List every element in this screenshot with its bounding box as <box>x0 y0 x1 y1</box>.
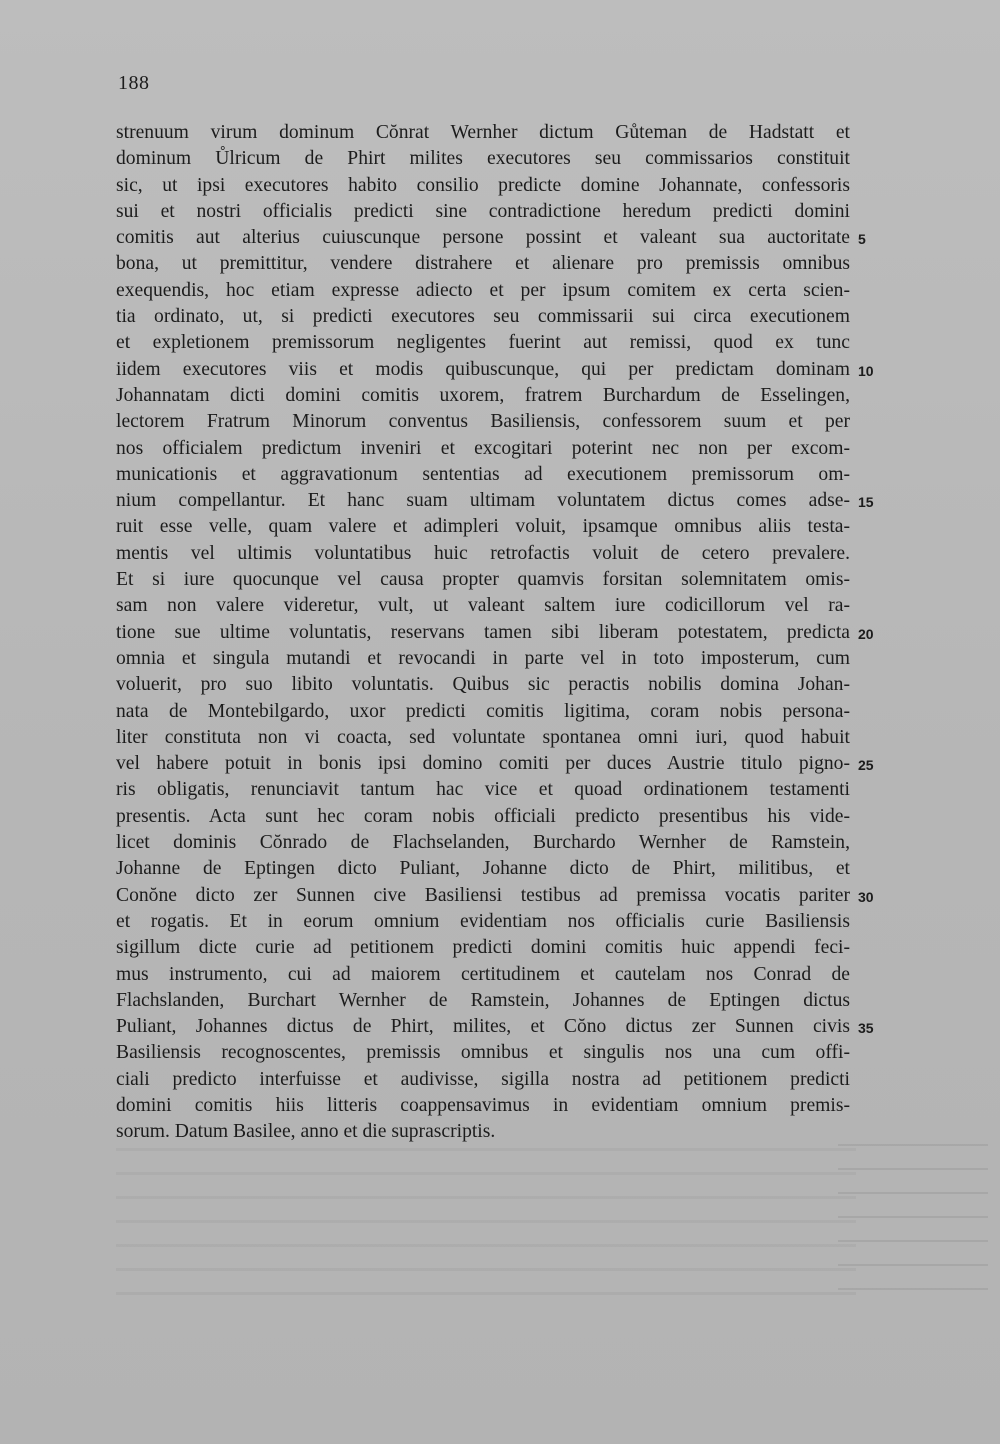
text-line: nos officialem predictum inveniri et excogitari poterint nec non per excom- <box>116 437 850 459</box>
text-line: nata de Montebilgardo, uxor predicti comitis ligitima, coram nobis persona- <box>116 700 850 722</box>
text-line: exequendis, hoc etiam expresse adiecto et per ipsum comitem ex certa scien- <box>116 279 850 301</box>
text-line: lectorem Fratrum Minorum conventus Basiliensis, confessorem suum et per <box>116 411 850 433</box>
text-line: mus instrumento, cui ad maiorem certitudinem et cautelam nos Conrad de <box>116 963 850 985</box>
text-line: tione sue ultime voluntatis, reservans tamen sibi liberam potestatem, predicta <box>116 621 850 643</box>
text-line: ruit esse velle, quam valere et adimpleri voluit, ipsamque omnibus aliis testa- <box>116 516 850 538</box>
page-number: 188 <box>118 72 150 94</box>
margin-line-number: 15 <box>858 494 874 511</box>
text-line: Et si iure quocunque vel causa propter quamvis forsitan solemnitatem omis- <box>116 569 850 591</box>
text-line: dominum Ůlricum de Phirt milites executores seu commissarios constituit <box>116 148 850 170</box>
text-line: Puliant, Johannes dictus de Phirt, milites, et Cŏno dictus zer Sunnen civis <box>116 1016 850 1038</box>
text-line: sigillum dicte curie ad petitionem predicti domini comitis huic appendi feci- <box>116 937 850 959</box>
margin-line-number: 20 <box>858 625 874 642</box>
text-line: voluerit, pro suo libito voluntatis. Quibus sic peractis nobilis domina Johan- <box>116 674 850 696</box>
text-line: domini comitis hiis litteris coappensavimus in evidentiam omnium premis- <box>116 1094 850 1116</box>
text-line: Flachslanden, Burchart Wernher de Ramstein, Johannes de Eptingen dictus <box>116 989 850 1011</box>
text-line: ciali predicto interfuisse et audivisse, sigilla nostra ad petitionem predicti <box>116 1068 850 1090</box>
text-line: sic, ut ipsi executores habito consilio predicte domine Johannate, confessoris <box>116 174 850 196</box>
text-line: Johannatam dicti domini comitis uxorem, fratrem Burchardum de Esselingen, <box>116 384 850 406</box>
text-line: omnia et singula mutandi et revocandi in parte vel in toto imposterum, cum <box>116 647 850 669</box>
text-line: sui et nostri officialis predicti sine contradictione heredum predicti domini <box>116 200 850 222</box>
show-through-text <box>116 1148 856 1298</box>
text-line: municationis et aggravationum sententias ad executionem premissorum om- <box>116 463 850 485</box>
show-through-margin <box>838 1144 988 1304</box>
text-line: licet dominis Cŏnrado de Flachselanden, Burchardo Wernher de Ramstein, <box>116 832 850 854</box>
text-line: Basiliensis recognoscentes, premissis omnibus et singulis nos una cum offi- <box>116 1042 850 1064</box>
text-line: strenuum virum dominum Cŏnrat Wernher dictum Gůteman de Hadstatt et <box>116 122 850 143</box>
margin-line-number: 5 <box>858 231 866 248</box>
text-line: Johanne de Eptingen dicto Puliant, Johanne dicto de Phirt, militibus, et <box>116 858 850 880</box>
text-line: bona, ut premittitur, vendere distrahere et alienare pro premissis omnibus <box>116 253 850 275</box>
text-line: mentis vel ultimis voluntatibus huic retrofactis voluit de cetero prevalere. <box>116 542 850 564</box>
text-line: nium compellantur. Et hanc suam ultimam voluntatem dictus comes adse- <box>116 490 850 512</box>
margin-line-number: 10 <box>858 362 874 379</box>
text-line: liter constituta non vi coacta, sed voluntate spontanea omni iuri, quod habuit <box>116 726 850 748</box>
margin-line-number: 25 <box>858 757 874 774</box>
text-line: et rogatis. Et in eorum omnium evidentiam nos officialis curie Basiliensis <box>116 910 850 932</box>
text-line: sorum. Datum Basilee, anno et die suprascriptis. <box>116 1121 496 1143</box>
text-line: vel habere potuit in bonis ipsi domino comiti per duces Austrie titulo pigno- <box>116 753 850 775</box>
text-line: Conŏne dicto zer Sunnen cive Basiliensi testibus ad premissa vocatis pariter <box>116 884 850 906</box>
text-line: presentis. Acta sunt hec coram nobis officiali predicto presentibus his vide- <box>116 805 850 827</box>
text-line: comitis aut alterius cuiuscunque persone possint et valeant sua auctoritate <box>116 227 850 249</box>
text-line: sam non valere videretur, vult, ut valeant saltem iure codicillorum vel ra- <box>116 595 850 617</box>
margin-line-number: 35 <box>858 1020 874 1037</box>
margin-line-number: 30 <box>858 888 874 905</box>
text-line: ris obligatis, renunciavit tantum hac vice et quoad ordinationem testamenti <box>116 779 850 801</box>
text-line: iidem executores viis et modis quibuscunque, qui per predictam dominam <box>116 358 850 380</box>
document-body <box>116 120 850 1146</box>
text-line: tia ordinato, ut, si predicti executores seu commissarii sui circa executionem <box>116 306 850 328</box>
text-line: et expletionem premissorum negligentes fuerint aut remissi, quod ex tunc <box>116 332 850 354</box>
